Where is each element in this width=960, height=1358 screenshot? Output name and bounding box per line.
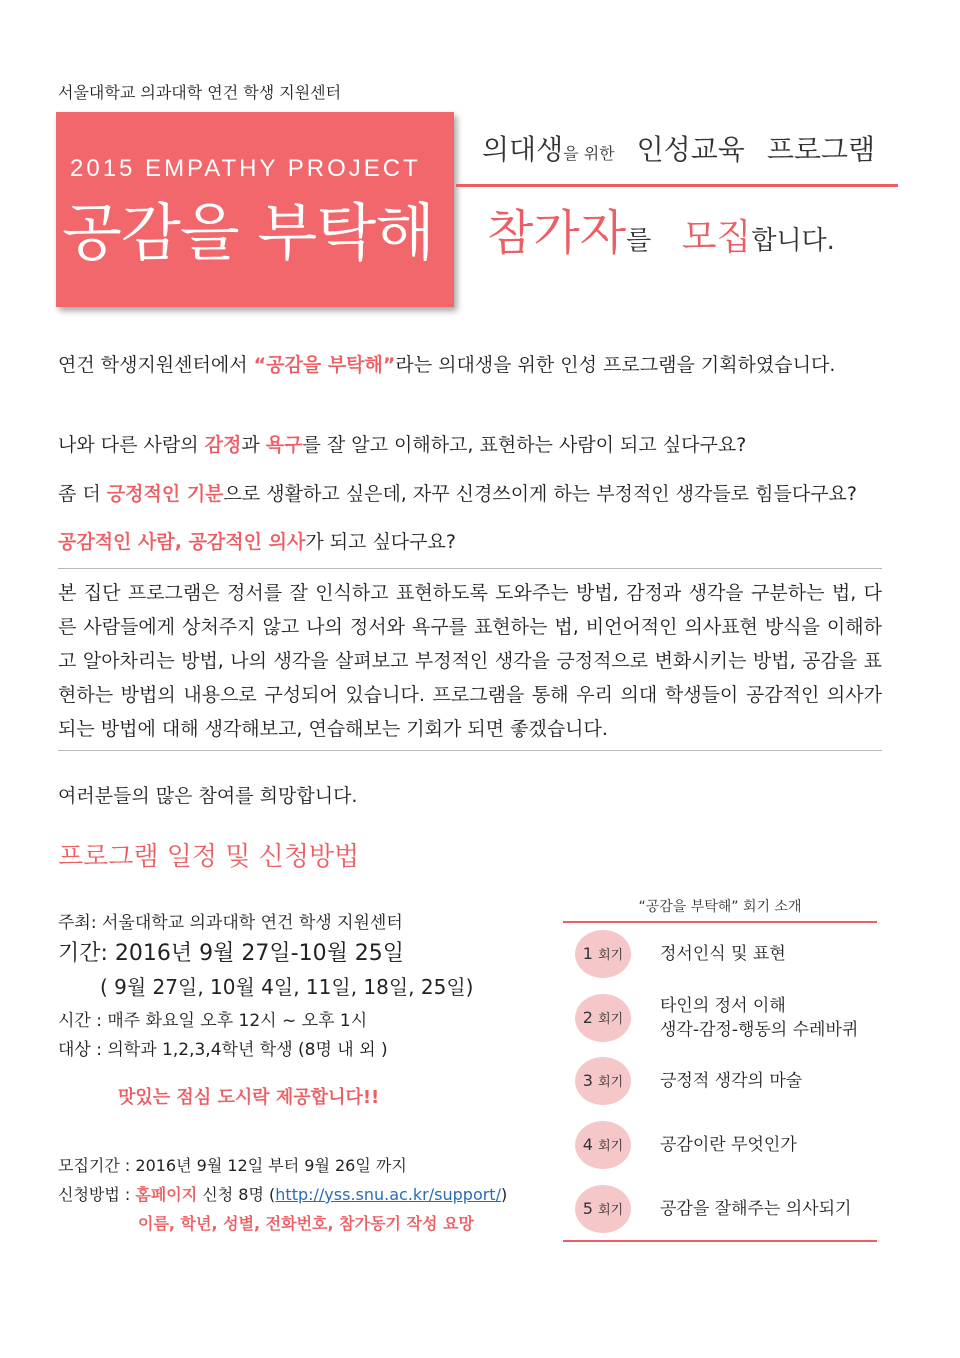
recruit-tail2: 니다. — [776, 226, 835, 256]
subtitle-part1: 의대생 — [482, 133, 564, 166]
sessions-title: “공감을 부탁해” 회기 소개 — [638, 899, 802, 915]
apply-end: ) — [500, 1185, 508, 1204]
description-bottom-divider — [58, 750, 882, 751]
recruit-heading — [487, 194, 835, 263]
session-item-1 — [575, 930, 885, 978]
dates-info: ( 9월 27일, 10월 4일, 11일, 18일, 25일) — [100, 975, 474, 999]
session-number-badge: 1 회기 — [575, 930, 631, 978]
intro-before: 연건 학생지원센터에서 — [58, 354, 254, 376]
recruit-word1: 참가자 — [487, 205, 627, 261]
sessions-bottom-rule — [563, 1240, 877, 1242]
schedule-title: 프로그램 일정 및 신청방법 — [58, 842, 360, 872]
session-item-5 — [575, 1185, 885, 1233]
target-info: 대상 : 의학과 1,2,3,4학년 학생 (8명 내 외 ) — [58, 1040, 388, 1060]
question-3 — [58, 527, 456, 554]
recruit-period: 모집기간 : 2016년 9월 12일 부터 9월 26일 까지 — [58, 1156, 407, 1175]
recruit-tail1: 합 — [751, 226, 777, 256]
intro-quote: “공감을 부탁해” — [253, 354, 396, 376]
q1-c: 과 — [241, 434, 266, 456]
session-item-4 — [575, 1121, 885, 1169]
session-number-badge: 5 회기 — [575, 1185, 631, 1233]
session-title: 긍정적 생각의 마술 — [660, 1071, 803, 1091]
program-subtitle — [482, 128, 875, 168]
time-info: 시간 : 매주 화요일 오후 12시 ~ 오후 1시 — [58, 1011, 368, 1031]
organization-header: 서울대학교 의과대학 연건 학생 지원센터 — [58, 83, 342, 102]
session-number-badge: 4 회기 — [575, 1121, 631, 1169]
project-title: 공감을 부탁해 — [62, 196, 435, 269]
session-title: 타인의 정서 이해 — [660, 996, 786, 1016]
session-item-2 — [575, 994, 885, 1042]
subtitle-part2: 인성교육 — [636, 133, 745, 166]
session-subtitle: 생각-감정-행동의 수레바퀴 — [660, 1020, 859, 1040]
session-number-badge: 2 회기 — [575, 994, 631, 1042]
session-title: 공감을 잘해주는 의사되기 — [660, 1199, 852, 1219]
recruit-word2: 모집 — [681, 217, 752, 258]
apply-url-link[interactable]: http://yss.snu.ac.kr/support/ — [275, 1185, 501, 1204]
question-1 — [58, 430, 746, 457]
apply-method — [58, 1182, 507, 1205]
q2-c: 으로 생활하고 싶은데, 자꾸 신경쓰이게 하는 부정적인 생각들로 힘들다구요? — [223, 483, 857, 505]
closing-text: 여러분들의 많은 참여를 희망합니다. — [58, 785, 358, 807]
sessions-top-rule — [563, 921, 877, 923]
lunch-note: 맛있는 점심 도시락 제공합니다!! — [118, 1087, 380, 1108]
subtitle-part1-small: 을 위한 — [563, 144, 615, 163]
apply-label: 신청방법 : — [58, 1185, 136, 1204]
host-info: 주최: 서울대학교 의과대학 연건 학생 지원센터 — [58, 913, 403, 933]
project-name: 2015 EMPATHY PROJECT — [70, 155, 421, 182]
session-item-3 — [575, 1057, 885, 1105]
q1-a: 나와 다른 사람의 — [58, 434, 205, 456]
header-divider — [456, 184, 898, 187]
description-top-divider — [58, 568, 882, 569]
question-2 — [58, 479, 857, 506]
apply-mid: 신청 8명 ( — [197, 1185, 276, 1204]
q3-b: 가 되고 싶다구요? — [305, 531, 456, 553]
session-number-badge: 3 회기 — [575, 1057, 631, 1105]
intro-after: 라는 의대생을 위한 인성 프로그램을 기획하였습니다. — [395, 354, 836, 376]
period-info: 기간: 2016년 9월 27일-10월 25일 — [58, 941, 405, 966]
q1-desire: 욕구 — [265, 434, 303, 456]
recruit-particle1: 를 — [626, 226, 652, 256]
subtitle-part3: 프로그램 — [766, 133, 876, 166]
q2-positive-mood: 긍정적인 기분 — [106, 483, 224, 505]
q1-emotion: 감정 — [204, 434, 242, 456]
intro-paragraph — [58, 350, 835, 377]
apply-homepage: 홈페이지 — [135, 1185, 198, 1204]
q3-empathic-doctor: 공감적인 사람, 공감적인 의사 — [58, 531, 306, 553]
session-title: 정서인식 및 표현 — [660, 944, 786, 964]
session-title: 공감이란 무엇인가 — [660, 1135, 797, 1155]
program-description: 본 집단 프로그램은 정서를 잘 인식하고 표현하도록 도와주는 방법, 감정과 생각을 구분하는 법, 다른 사람들에게 상처주지 않고 나의 정서와 욕구를 표현하는 법, 비언어적인 의사표현 방식을 이해하고 알아차리는 방법, 나의 생각을 살펴보고 부정적인 생각을 긍정적으로 변화시키는 방법, 공감을 표현하는 방법의 내용으로 구성되어 있습니다. 프로그램을 통해 우리 의대 학생들이 공감적인 의사가 되는 방법에 대해 생각해보고, 연습해보는 기회가 되면 좋겠습니다. — [58, 582, 882, 740]
q1-e: 를 잘 알고 이해하고, 표현하는 사람이 되고 싶다구요? — [302, 434, 747, 456]
q2-a: 좀 더 — [58, 483, 107, 505]
apply-requirements: 이름, 학년, 성별, 전화번호, 참가동기 작성 요망 — [138, 1214, 474, 1233]
